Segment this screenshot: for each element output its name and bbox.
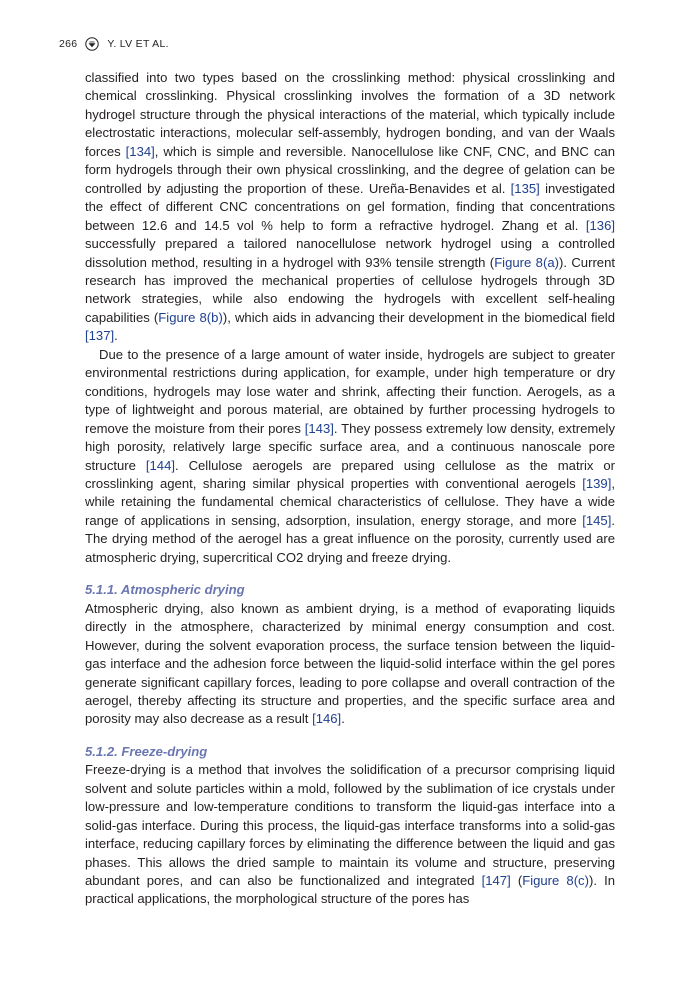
text-run: Atmospheric drying, also known as ambient drying, is a method of evaporating liquids directly in the atmosphere, characterized by minimal energy consumption and cost. However, during the solvent evaporation process, the surface tension between the liquid-gas interface and the adhesion force between the liquid-solid interface within the gel pores generate significant capillary forces, leading to pore collapse and overall contraction of the aerogel, thereby affecting its structure and properties, and the specific surface area and porosity may also decrease as a result <box>85 600 615 727</box>
text-run: ). Current research has improved the mechanical properties of cellulose hydrogels through 3D network strategies, while also endowing the hydrogels with excellent self-healing capabilities ( <box>85 254 616 325</box>
text-run: . They possess extremely low density, extremely high porosity, relatively large specific surface area, and a continuous nanoscale pore structure <box>85 420 615 473</box>
text-run: ). In practical applications, the morphological structure of the pores has <box>85 873 615 907</box>
citation-link[interactable]: [143] <box>304 420 334 436</box>
running-authors: Y. LV ET AL. <box>107 38 169 50</box>
text-run: ), which aids in advancing their development in the biomedical field <box>222 309 616 325</box>
body-paragraph <box>85 346 615 567</box>
citation-link[interactable]: [145] <box>582 512 612 528</box>
publisher-logo-icon <box>85 37 99 51</box>
section-paragraph <box>85 761 615 909</box>
citation-link[interactable]: [144] <box>145 457 175 473</box>
citation-link[interactable]: [135] <box>510 180 540 196</box>
citation-link[interactable]: Figure 8(c) <box>522 873 589 889</box>
running-header <box>59 37 169 51</box>
citation-link[interactable]: Figure 8(b) <box>158 309 223 325</box>
citation-link[interactable]: [147] <box>481 873 511 889</box>
text-run: Freeze-drying is a method that involves the solidification of a precursor comprising liquid solvent and solute particles within a mold, followed by the sublimation of ice crystals under low-pressure and low-temperature conditions to transform the liquid-gas interface into a solid-gas interface. During this process, the liquid-gas interface transforms into a solid-gas interface, reducing capillary forces by eliminating the difference between the liquid and gas phases. This allows the dried sample to maintain its volume and structure, preserving abundant pores, and can also be functionalized and integrated <box>85 762 615 889</box>
section-paragraph <box>85 600 615 729</box>
article-body <box>85 69 615 909</box>
body-paragraph <box>85 69 615 346</box>
page-number: 266 <box>59 38 78 50</box>
citation-link[interactable]: [134] <box>125 143 155 159</box>
text-run: , while retaining the fundamental chemical characteristics of cellulose. They have a wide range of applications in sensing, adsorption, insulation, energy storage, and more <box>85 475 615 528</box>
text-run: successfully prepared a tailored nanocellulose network hydrogel using a controlled dissolution method, resulting in a hydrogel with 93% tensile strength ( <box>85 236 615 270</box>
citation-link[interactable]: Figure 8(a) <box>494 254 559 270</box>
text-run: . <box>341 711 345 727</box>
section-heading: 5.1.1. Atmospheric drying <box>85 582 245 598</box>
text-run: classified into two types based on the crosslinking method: physical crosslinking and chemical crosslinking. Physical crosslinking involves the formation of a 3D network hydrogel structure through the physical interactions of the material, which typically include electrostatic interactions, molecular self-assembly, hydrogen bonding, and van der Waals forces <box>85 70 615 159</box>
text-run: . <box>114 328 118 344</box>
text-run: investigated the effect of different CNC concentrations on gel formation, finding that concentrations between 12.6 and 14.5 vol % help to form a refractive hydrogel. Zhang et al. <box>85 180 615 233</box>
citation-link[interactable]: [139] <box>582 475 612 491</box>
citation-link[interactable]: [146] <box>312 711 342 727</box>
section-heading: 5.1.2. Freeze-drying <box>85 743 208 759</box>
citation-link[interactable]: [137] <box>85 328 115 344</box>
text-run: . Cellulose aerogels are prepared using cellulose as the matrix or crosslinking agent, sharing similar physical properties with conventional aerogels <box>85 457 615 491</box>
text-run: . The drying method of the aerogel has a great influence on the porosity, currently used are atmospheric drying, supercritical CO2 drying and freeze drying. <box>85 512 615 565</box>
text-run: ( <box>510 873 523 889</box>
text-run: Due to the presence of a large amount of water inside, hydrogels are subject to greater environmental restrictions during application, for example, under high temperature or dry conditions, hydrogels may lose water and shrink, affecting their function. Aerogels, as a type of lightweight and porous material, are obtained by further processing hydrogels to remove the moisture from their pores <box>85 346 615 436</box>
text-run: , which is simple and reversible. Nanocellulose like CNF, CNC, and BNC can form hydrogels through their own physical crosslinking, and the degree of gelation can be controlled by adjusting the proportion of these. Ureña-Benavides et al. <box>85 143 615 196</box>
citation-link[interactable]: [136] <box>585 217 615 233</box>
